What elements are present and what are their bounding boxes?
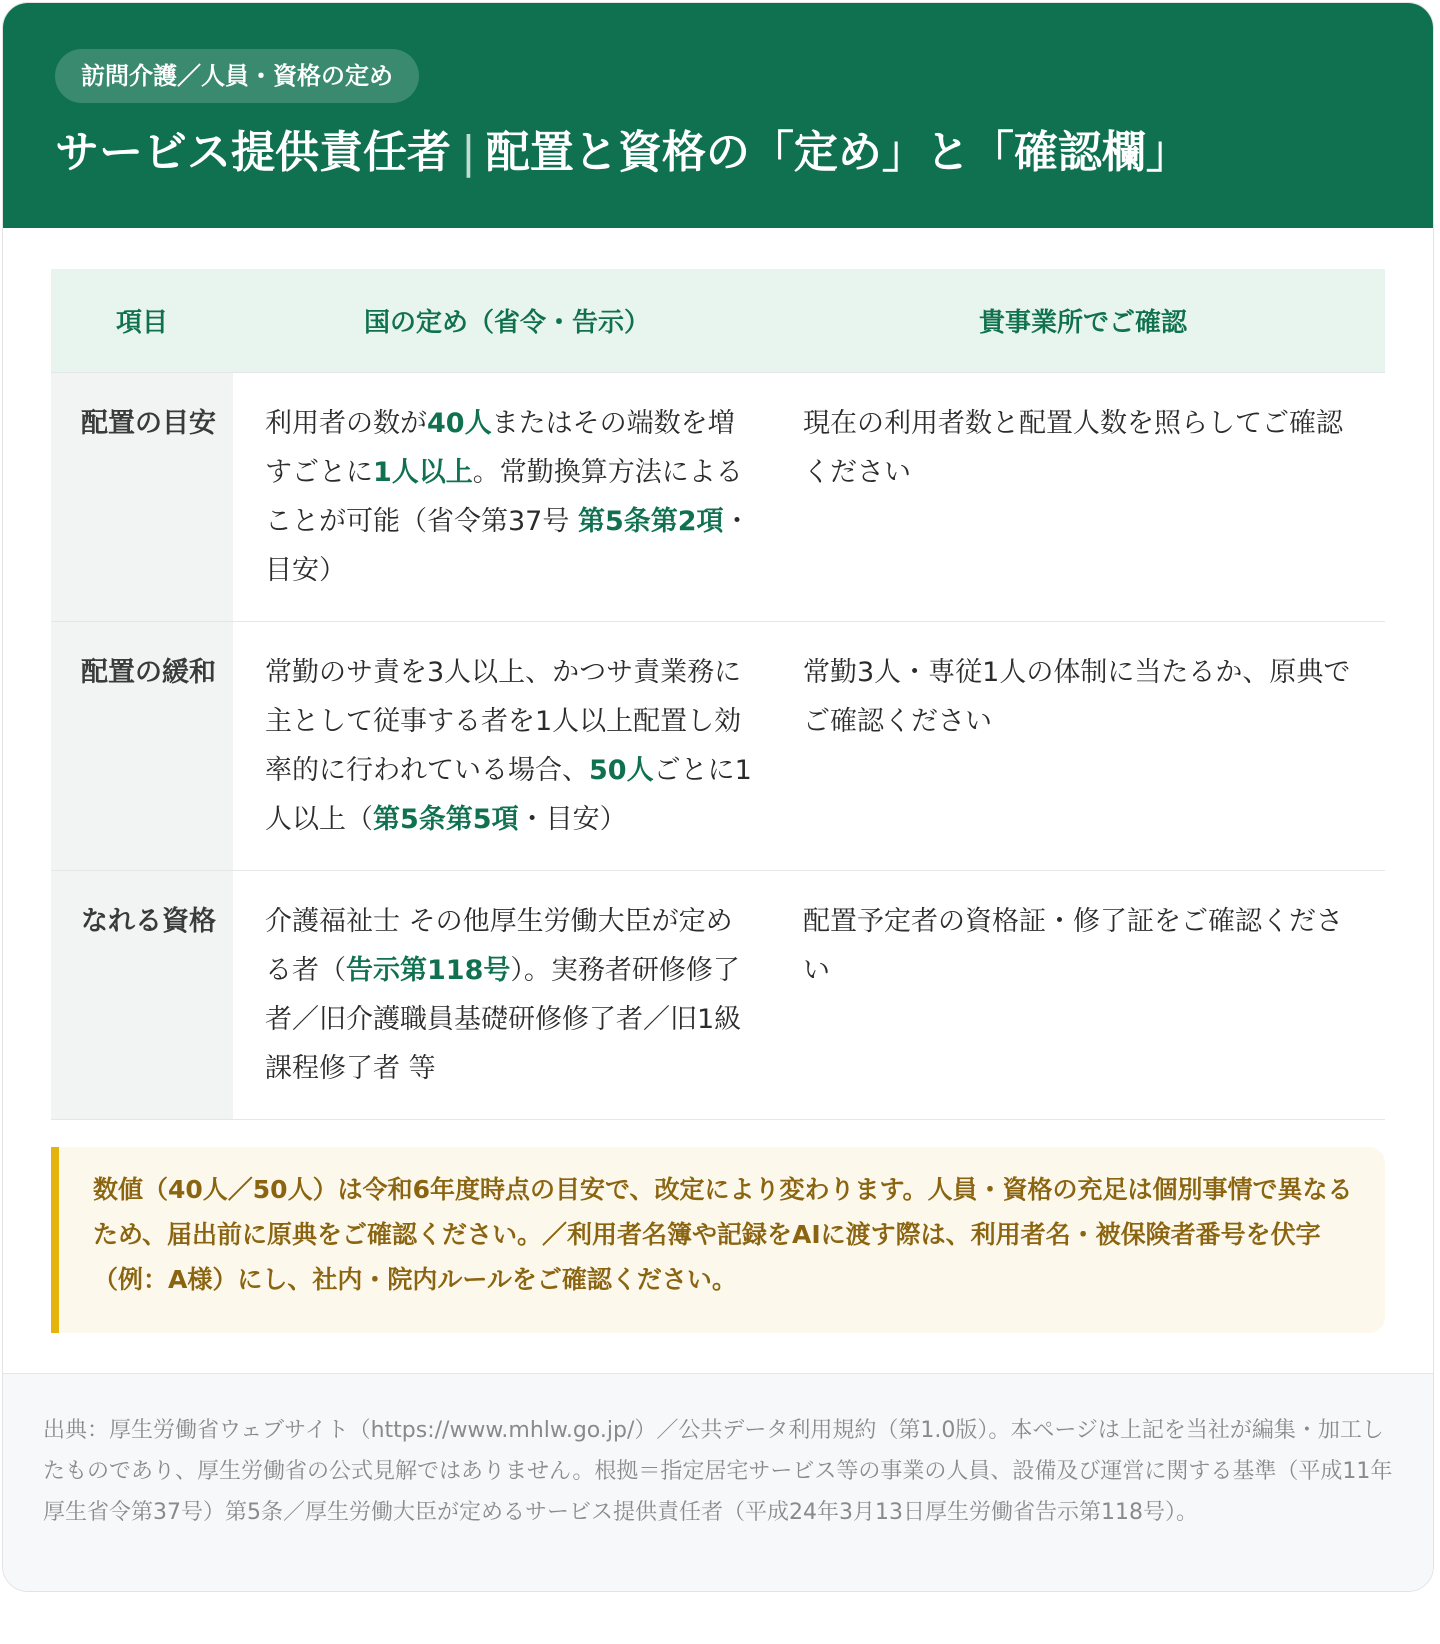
row-item-label: 配置の目安 xyxy=(51,373,233,622)
row-office-check: 常勤3人・専従1人の体制に当たるか、原典でご確認ください xyxy=(781,622,1385,871)
row-national-rule xyxy=(233,871,781,1120)
row-national-rule xyxy=(233,622,781,871)
category-badge: 訪問介護／人員・資格の定め xyxy=(55,49,419,103)
card-header xyxy=(3,3,1433,228)
rule-text: 常勤のサ責を3人以上、かつサ責業務に主として従事する者を1人以上配置し効率的に行われている場合、 xyxy=(265,657,742,786)
caution-note: 数値（40人／50人）は令和6年度時点の目安で、改定により変わります。人員・資格の充足は個別事情で異なるため、届出前に原典をご確認ください。／利用者名簿や記録をAIに渡す際は、利用者名・被保険者番号を伏字（例：A様）にし、社内・院内ルールをご確認ください。 xyxy=(51,1147,1385,1333)
rule-highlight: 40人 xyxy=(427,408,492,439)
table-row xyxy=(51,871,1385,1120)
column-header-item: 項目 xyxy=(51,269,233,373)
rule-highlight: 告示第118号 xyxy=(346,955,511,986)
rule-text: ごとに1人以上（ xyxy=(265,755,752,835)
rule-highlight: 1人以上 xyxy=(373,457,473,488)
column-header-office-check: 貴事業所でご確認 xyxy=(781,269,1385,373)
title-sub: 配置と資格の「定め」と「確認欄」 xyxy=(485,127,1190,178)
rule-text: ・目安） xyxy=(265,506,751,586)
row-office-check: 配置予定者の資格証・修了証をご確認ください xyxy=(781,871,1385,1120)
rule-text: またはその端数を増すごとに xyxy=(265,408,735,488)
rule-text: ・目安） xyxy=(518,804,627,835)
source-footer: 出典：厚生労働省ウェブサイト（https://www.mhlw.go.jp/）／公共データ利用規約（第1.0版）。本ページは上記を当社が編集・加工したものであり、厚生労働省の公式見解ではありません。根拠＝指定居宅サービス等の事業の人員、設備及び運営に関する基準（平成11年厚生省令第37号）第5条／厚生労働大臣が定めるサービス提供責任者（平成24年3月13日厚生労働省告示第118号）。 xyxy=(3,1373,1433,1592)
rule-text: 介護福祉士 その他厚生労働大臣が定める者（ xyxy=(265,906,733,986)
title-separator: | xyxy=(461,127,476,178)
row-item-label: 配置の緩和 xyxy=(51,622,233,871)
rule-highlight: 50人 xyxy=(589,755,654,786)
rule-text: 。常勤換算方法によることが可能（省令第37号 xyxy=(265,457,743,537)
row-national-rule xyxy=(233,373,781,622)
title-main: サービス提供責任者 xyxy=(55,127,451,178)
table-header-row xyxy=(51,269,1385,373)
rule-highlight: 第5条第2項 xyxy=(577,506,724,537)
rule-text: ）。実務者研修修了者／旧介護職員基礎研修修了者／旧1級課程修了者 等 xyxy=(265,955,742,1084)
column-header-national-rule: 国の定め（省令・告示） xyxy=(233,269,781,373)
rule-text: 利用者の数が xyxy=(265,408,427,439)
row-item-label: なれる資格 xyxy=(51,871,233,1120)
page-title xyxy=(55,121,1395,185)
table-row xyxy=(51,622,1385,871)
requirements-table xyxy=(51,269,1385,1120)
info-card xyxy=(2,2,1434,1592)
row-office-check: 現在の利用者数と配置人数を照らしてご確認ください xyxy=(781,373,1385,622)
rule-highlight: 第5条第5項 xyxy=(373,804,519,835)
table-row xyxy=(51,373,1385,622)
